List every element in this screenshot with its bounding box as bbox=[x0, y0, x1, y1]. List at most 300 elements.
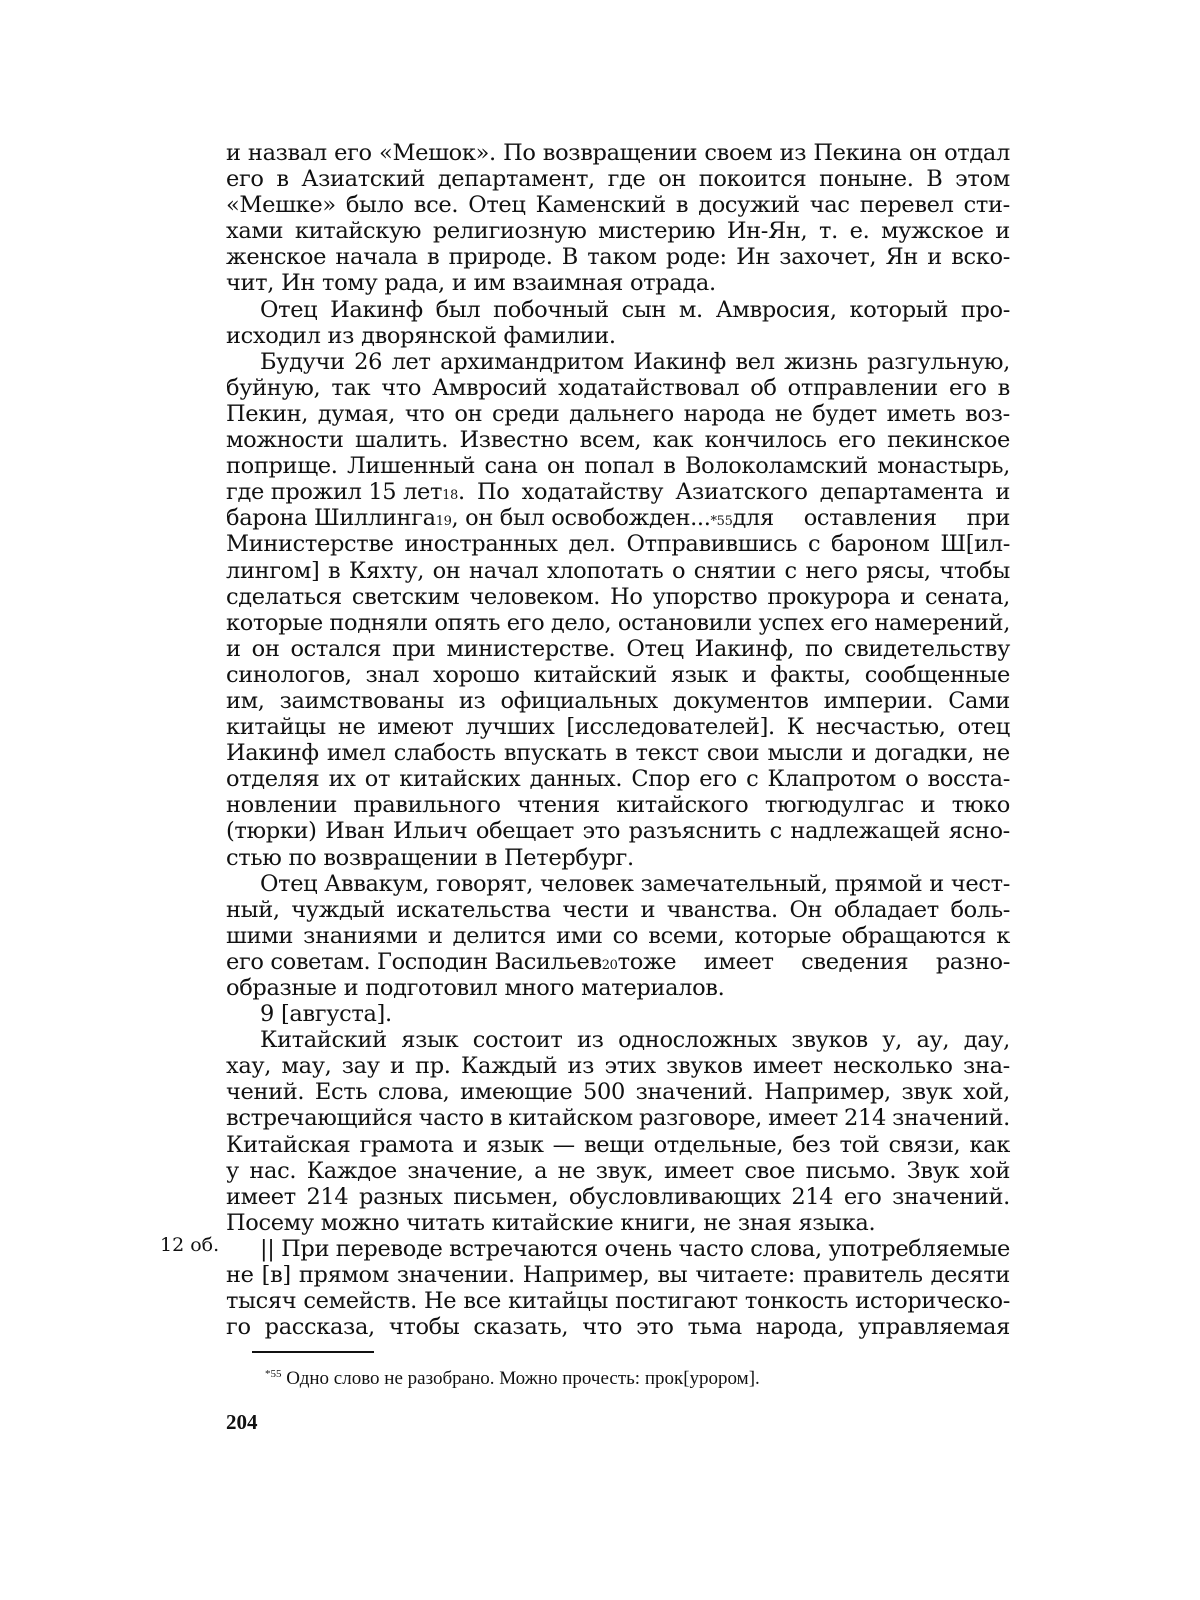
date-heading bbox=[226, 1001, 1010, 1027]
word: семейств. bbox=[303, 1288, 417, 1315]
word: мужское bbox=[881, 218, 984, 245]
word: бароном bbox=[831, 531, 930, 558]
word: Иакинф bbox=[330, 296, 423, 323]
word: разно- bbox=[935, 948, 1010, 975]
word: им, bbox=[226, 687, 265, 714]
word: захочет, bbox=[779, 244, 877, 271]
word: остановили bbox=[617, 609, 752, 636]
word: этом bbox=[955, 166, 1010, 193]
text-line bbox=[226, 740, 1010, 766]
word: письмен, bbox=[453, 1183, 559, 1210]
word: разгульную, bbox=[867, 348, 1010, 375]
word: китайский bbox=[533, 661, 657, 688]
word: возвращении bbox=[542, 140, 698, 166]
word: их bbox=[328, 766, 356, 793]
text-line bbox=[226, 218, 1010, 244]
word: мысли bbox=[767, 740, 844, 767]
word: догадки, bbox=[874, 740, 975, 767]
word: документов bbox=[672, 687, 809, 714]
word: грамота bbox=[359, 1131, 454, 1158]
word: об bbox=[750, 374, 777, 401]
word: и bbox=[226, 635, 241, 662]
word: Известно bbox=[459, 427, 569, 454]
word: взаимная bbox=[512, 270, 623, 297]
text-line bbox=[226, 244, 1010, 270]
word: в bbox=[328, 557, 341, 584]
word: Лишенный bbox=[346, 453, 476, 480]
word: Китайский bbox=[260, 1027, 387, 1054]
word: ходатайству bbox=[521, 479, 664, 506]
word: о bbox=[905, 766, 919, 793]
line-start: его советам. Господин Васильев bbox=[226, 948, 602, 975]
word: он bbox=[454, 400, 483, 427]
text-line bbox=[226, 871, 1010, 897]
word: с bbox=[807, 531, 821, 558]
word: значений. bbox=[635, 1079, 754, 1106]
word: нас. bbox=[249, 1157, 297, 1184]
word: в bbox=[484, 844, 498, 871]
word: его bbox=[838, 427, 876, 454]
margin-folio-note: 12 об. bbox=[160, 1234, 220, 1256]
word: что bbox=[404, 400, 445, 427]
word: Но bbox=[610, 583, 643, 610]
word: по bbox=[288, 844, 317, 871]
text-line bbox=[226, 845, 1010, 871]
word: Отец bbox=[626, 635, 684, 662]
word: попал bbox=[584, 453, 654, 480]
word: к bbox=[996, 922, 1010, 949]
word: сана bbox=[484, 453, 538, 480]
word: Петербург. bbox=[504, 844, 634, 871]
word: сти- bbox=[963, 192, 1010, 219]
word: стью bbox=[226, 844, 282, 871]
word: при bbox=[392, 635, 436, 662]
word: пр. bbox=[415, 1053, 451, 1080]
word: по bbox=[805, 635, 833, 662]
text-line bbox=[226, 401, 1010, 427]
word: звук bbox=[901, 1079, 953, 1106]
word: «Мешок». bbox=[379, 140, 496, 166]
word: новлении bbox=[226, 792, 338, 819]
word: дальнего bbox=[569, 400, 674, 427]
word: хлопотать bbox=[546, 557, 664, 584]
word: дворянской bbox=[361, 322, 497, 349]
word: зная bbox=[737, 1209, 792, 1236]
text-line bbox=[226, 584, 1010, 610]
word: синологов, bbox=[226, 661, 352, 688]
text-line bbox=[226, 1288, 1010, 1314]
text-line bbox=[226, 558, 1010, 584]
word: иметь bbox=[886, 400, 956, 427]
word: что bbox=[381, 374, 422, 401]
word: чест- bbox=[950, 870, 1010, 897]
word: обусловливающих bbox=[568, 1183, 781, 1210]
word: Пекина bbox=[813, 140, 902, 166]
word: назвал bbox=[247, 140, 327, 166]
word: обращаются bbox=[841, 922, 987, 949]
word: рясы, bbox=[866, 557, 931, 584]
word: воз- bbox=[965, 400, 1010, 427]
punctuation: . bbox=[457, 479, 465, 506]
word: По bbox=[503, 140, 536, 166]
word: дел. bbox=[568, 531, 616, 558]
word: 214 bbox=[306, 1183, 349, 1210]
word: китайском bbox=[508, 1105, 633, 1132]
word: десяти bbox=[930, 1262, 1010, 1289]
word: в bbox=[997, 374, 1010, 401]
text-line bbox=[226, 923, 1010, 949]
word: и bbox=[920, 792, 936, 819]
text-line bbox=[226, 818, 1010, 844]
text-line bbox=[226, 766, 1010, 792]
word: отделяя bbox=[226, 766, 320, 793]
word: прокурора bbox=[767, 583, 891, 610]
text-line bbox=[226, 166, 1010, 192]
text-line bbox=[226, 662, 1010, 688]
word: Азиатского bbox=[675, 479, 808, 506]
word: мау, bbox=[281, 1053, 332, 1080]
word: так bbox=[331, 374, 371, 401]
word: из bbox=[458, 687, 486, 714]
word: и bbox=[995, 479, 1010, 506]
word: переводе bbox=[335, 1235, 443, 1262]
word: народа, bbox=[755, 1314, 845, 1341]
word: китайских bbox=[399, 766, 521, 793]
word: знал bbox=[365, 661, 420, 688]
word: слова, bbox=[377, 1079, 450, 1106]
word: тонкость bbox=[744, 1288, 849, 1315]
word: начала bbox=[335, 244, 418, 271]
word: намерений, bbox=[874, 609, 1010, 636]
word: Иакинф bbox=[633, 348, 726, 375]
word: Посему bbox=[226, 1209, 314, 1236]
word: природе. bbox=[448, 244, 553, 271]
word: Отец bbox=[468, 192, 526, 219]
word: обладает bbox=[833, 896, 939, 923]
word: его bbox=[506, 609, 545, 636]
word: Пекин, bbox=[226, 400, 309, 427]
word: религиозную bbox=[432, 218, 587, 245]
word: звуков bbox=[666, 1053, 743, 1080]
word: китайцы bbox=[226, 714, 326, 741]
word: встречающийся bbox=[226, 1105, 413, 1132]
word: звук, bbox=[595, 1157, 654, 1184]
word: не bbox=[226, 1262, 254, 1289]
word: им bbox=[473, 270, 506, 297]
word: из bbox=[779, 140, 807, 166]
word: шими bbox=[226, 922, 294, 949]
word: тьма bbox=[687, 1314, 742, 1341]
word: хами bbox=[226, 218, 284, 245]
word: и bbox=[929, 870, 944, 897]
text-line bbox=[226, 270, 1010, 296]
word: значении. bbox=[396, 1262, 515, 1289]
word: тысяч bbox=[226, 1288, 297, 1315]
word: Например, bbox=[522, 1262, 650, 1289]
word: опять bbox=[434, 609, 501, 636]
word: не bbox=[337, 714, 366, 741]
text-line bbox=[226, 1158, 1010, 1184]
word: звуков bbox=[791, 1027, 868, 1054]
word: хой bbox=[969, 1157, 1010, 1184]
word: тюгюдулгас bbox=[764, 792, 905, 819]
word: слабость bbox=[393, 740, 496, 767]
word: который bbox=[849, 296, 948, 323]
word: прямой bbox=[834, 870, 923, 897]
word: 214 bbox=[791, 1183, 834, 1210]
word: побочный bbox=[493, 296, 609, 323]
word: его bbox=[830, 609, 868, 636]
word: был bbox=[435, 296, 481, 323]
word: думая, bbox=[317, 400, 396, 427]
word: где bbox=[607, 166, 646, 193]
word: ный, bbox=[226, 896, 280, 923]
word: м. bbox=[678, 296, 703, 323]
word: Ян bbox=[885, 244, 918, 271]
word: буйную, bbox=[226, 374, 321, 401]
word: у, bbox=[882, 1027, 902, 1054]
word: можности bbox=[226, 427, 344, 454]
word: правитель bbox=[802, 1262, 923, 1289]
text-line bbox=[226, 427, 1010, 453]
word: китайские bbox=[491, 1209, 614, 1236]
word: лет bbox=[391, 348, 431, 375]
word: с bbox=[784, 557, 797, 584]
word: Например, bbox=[764, 1079, 891, 1106]
text-line bbox=[226, 1314, 1010, 1340]
word: встречаются bbox=[449, 1235, 598, 1262]
word: в bbox=[427, 244, 440, 271]
word: заимствованы bbox=[279, 687, 444, 714]
text-line bbox=[226, 1210, 1010, 1236]
word: для bbox=[732, 505, 774, 532]
word: той bbox=[839, 1131, 880, 1158]
text-line bbox=[226, 349, 1010, 375]
word: || bbox=[260, 1235, 275, 1262]
word: искательства bbox=[396, 896, 551, 923]
word: сказать, bbox=[473, 1314, 569, 1341]
word: сообщенные bbox=[864, 661, 1010, 688]
word: ими bbox=[556, 922, 603, 949]
word: он bbox=[658, 166, 687, 193]
word: Волоколамский bbox=[684, 453, 868, 480]
word: язык bbox=[670, 661, 728, 688]
word: хау, bbox=[226, 1053, 272, 1080]
word: Иакинф bbox=[226, 740, 319, 767]
line-middle: , он был освобожден... bbox=[451, 505, 711, 532]
word: возвращении bbox=[323, 844, 478, 871]
word: т. bbox=[819, 218, 838, 245]
word: Ин bbox=[736, 244, 770, 271]
word: исходил bbox=[226, 322, 321, 349]
word: можно bbox=[320, 1209, 400, 1236]
word: Каждое bbox=[306, 1157, 397, 1184]
word: с bbox=[746, 766, 759, 793]
word: текст bbox=[635, 740, 699, 767]
word: монастырь, bbox=[877, 453, 1010, 480]
word: а bbox=[534, 1157, 548, 1184]
word: «Мешке» bbox=[226, 192, 336, 219]
word: не bbox=[774, 400, 803, 427]
word: подняли bbox=[329, 609, 428, 636]
word: которые bbox=[734, 922, 832, 949]
word: и bbox=[451, 270, 467, 297]
word: вещи bbox=[583, 1131, 645, 1158]
word: отец bbox=[957, 714, 1010, 741]
text-line bbox=[226, 1184, 1010, 1210]
word: народа bbox=[683, 400, 766, 427]
word: имеет bbox=[703, 948, 774, 975]
text-line bbox=[226, 1132, 1010, 1158]
word: в bbox=[276, 166, 289, 193]
word: зна- bbox=[963, 1053, 1010, 1080]
text-line: барона Шиллинга 19 , он был освобожден... *55 для оставления при bbox=[226, 505, 1010, 532]
word: и bbox=[851, 740, 866, 767]
word: имеет bbox=[752, 1053, 823, 1080]
word: хорошо bbox=[433, 661, 520, 688]
text-line bbox=[226, 1105, 1010, 1131]
word: и bbox=[900, 583, 915, 610]
word: сената, bbox=[925, 583, 1010, 610]
word: Иакинф, bbox=[694, 635, 795, 662]
word: Отец bbox=[260, 870, 318, 897]
word: чит, bbox=[226, 270, 275, 297]
word: всем, bbox=[579, 427, 642, 454]
word: это bbox=[582, 818, 621, 845]
word: свое bbox=[744, 1157, 796, 1184]
text-line bbox=[226, 375, 1010, 401]
word: будет bbox=[812, 400, 877, 427]
word: 214 bbox=[844, 1105, 886, 1132]
word: несчастью, bbox=[815, 714, 946, 741]
text-line bbox=[226, 1053, 1010, 1079]
word: — bbox=[552, 1131, 575, 1158]
word: дело, bbox=[550, 609, 612, 636]
word: сведения bbox=[801, 948, 909, 975]
word: его bbox=[843, 1183, 882, 1210]
word: Каменский bbox=[535, 192, 666, 219]
word: тому bbox=[322, 270, 378, 297]
word: хой, bbox=[962, 1079, 1010, 1106]
word: Азиатский bbox=[301, 166, 426, 193]
word: обещает bbox=[475, 818, 574, 845]
word: правильного bbox=[353, 792, 501, 819]
word: надлежащей bbox=[790, 818, 941, 845]
text-line bbox=[226, 453, 1010, 479]
word: и bbox=[462, 1131, 478, 1158]
word: с bbox=[769, 818, 782, 845]
word: подготовил bbox=[365, 975, 498, 1001]
word: При bbox=[281, 1235, 330, 1262]
word: читать bbox=[406, 1209, 485, 1236]
word: как bbox=[969, 1131, 1010, 1158]
word: знаниями bbox=[303, 922, 418, 949]
footnote-marker: *55 bbox=[265, 1368, 282, 1380]
word: среди bbox=[491, 400, 560, 427]
word: разъяснить bbox=[628, 818, 762, 845]
word: часто bbox=[418, 1105, 484, 1132]
word: светским bbox=[351, 583, 460, 610]
word: и bbox=[343, 975, 359, 1001]
word: тюко bbox=[951, 792, 1010, 819]
word: и bbox=[427, 922, 443, 949]
word: чтения bbox=[517, 792, 600, 819]
word: тоже bbox=[617, 948, 677, 975]
word: перевел bbox=[859, 192, 954, 219]
word: что bbox=[582, 1314, 623, 1341]
word: кончилось bbox=[704, 427, 827, 454]
word: Звук bbox=[906, 1157, 960, 1184]
word: империи. bbox=[823, 687, 934, 714]
word: Министерстве bbox=[226, 531, 394, 558]
word: го bbox=[226, 1314, 251, 1341]
word: рассказа, bbox=[264, 1314, 375, 1341]
text-line bbox=[226, 1079, 1010, 1105]
word: и bbox=[927, 244, 942, 271]
word: китайского bbox=[616, 792, 749, 819]
word: управляемая bbox=[858, 1314, 1010, 1341]
word: е. bbox=[849, 218, 870, 245]
word: из bbox=[327, 322, 355, 349]
text-line bbox=[226, 1236, 1010, 1262]
word: иностранных bbox=[404, 531, 558, 558]
word: связи, bbox=[888, 1131, 961, 1158]
word: восста- bbox=[927, 766, 1010, 793]
word: чтобы bbox=[939, 557, 1010, 584]
word: данных. bbox=[529, 766, 623, 793]
text-line: его советам. Господин Васильев 20 тоже имеет сведения разно- bbox=[226, 948, 1010, 975]
word: женское bbox=[226, 244, 327, 271]
word: как bbox=[652, 427, 694, 454]
word: про- bbox=[960, 296, 1010, 323]
word: без bbox=[792, 1131, 831, 1158]
word: свидетельству bbox=[843, 635, 1010, 662]
word: все bbox=[463, 1288, 501, 1315]
word: чести bbox=[562, 896, 629, 923]
word: дау, bbox=[963, 1027, 1010, 1054]
word: делится bbox=[452, 922, 546, 949]
text-line bbox=[226, 323, 1010, 349]
word: имеет bbox=[768, 1105, 838, 1132]
word: язык bbox=[486, 1131, 544, 1158]
text-line bbox=[226, 297, 1010, 323]
word: министерстве. bbox=[446, 635, 616, 662]
word: имеет bbox=[663, 1157, 734, 1184]
word: 500 bbox=[583, 1079, 625, 1106]
word: которые bbox=[226, 609, 323, 636]
word: было bbox=[345, 192, 404, 219]
word: не bbox=[982, 740, 1010, 767]
word: он bbox=[908, 140, 937, 166]
word: со bbox=[612, 922, 639, 949]
word: пекинское bbox=[887, 427, 1010, 454]
word: у bbox=[226, 1157, 239, 1184]
word: поныне. bbox=[819, 166, 914, 193]
word: китайцы bbox=[508, 1288, 608, 1315]
word: него bbox=[805, 557, 858, 584]
word: таком bbox=[587, 244, 657, 271]
word: этих bbox=[604, 1053, 656, 1080]
word: от bbox=[364, 766, 391, 793]
word: имеют bbox=[377, 714, 454, 741]
word: несколько bbox=[833, 1053, 953, 1080]
word: Амвросий bbox=[432, 374, 548, 401]
word: из bbox=[577, 1027, 604, 1054]
word: Клапротом bbox=[767, 766, 896, 793]
word: департамента bbox=[819, 479, 984, 506]
word: Ильич bbox=[393, 818, 468, 845]
word: он bbox=[432, 557, 461, 584]
